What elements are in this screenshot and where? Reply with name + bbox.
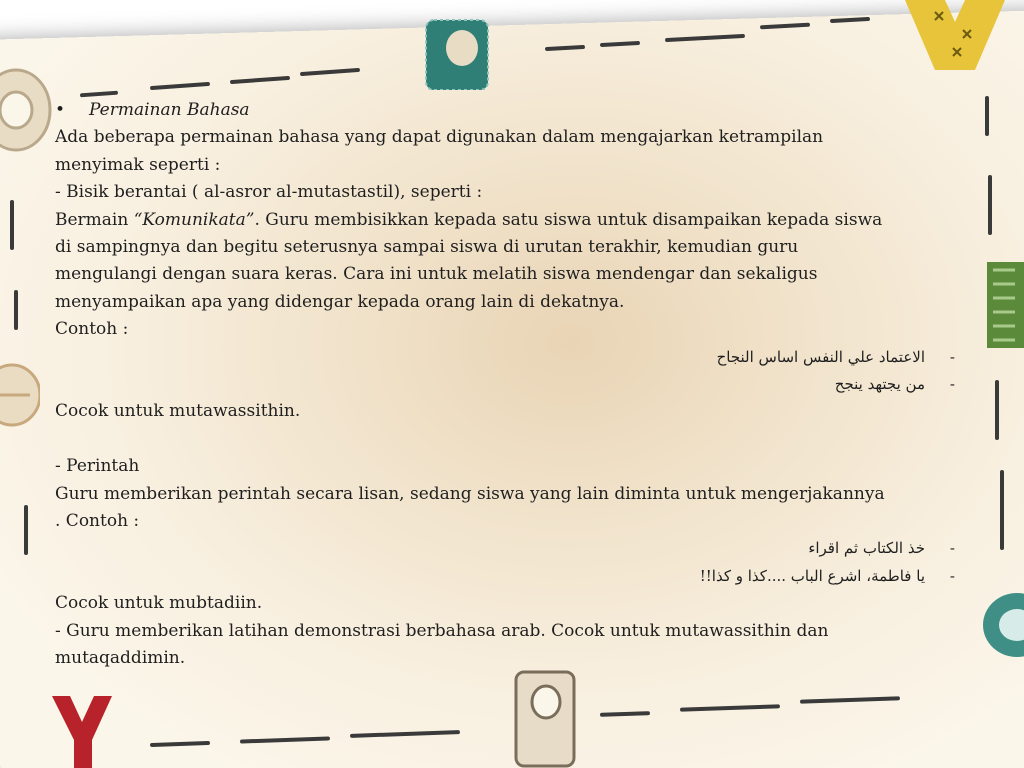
level-note: Cocok untuk mubtadiin.: [55, 593, 263, 614]
decor-dash: [985, 96, 989, 136]
arabic-text: خذ الكتاب ثم اقراء: [808, 539, 925, 558]
paragraph-line: menyimak seperti :: [55, 154, 221, 175]
paragraph-line: mutaqaddimin.: [55, 648, 186, 669]
arabic-example: [55, 344, 955, 371]
bullet-icon: •: [55, 100, 66, 120]
decor-dash: [24, 505, 28, 555]
contoh-label: Contoh :: [55, 319, 129, 340]
contoh-label: . Contoh :: [55, 511, 140, 532]
decor-dash: [1000, 470, 1004, 550]
text-run: . Guru membisikkan kepada satu siswa untuk disampaikan kepada siswa: [254, 209, 883, 230]
arabic-example: [55, 563, 955, 590]
paragraph-line: [55, 207, 955, 234]
arabic-text: الاعتماد علي النفس اساس النجاح: [716, 347, 925, 366]
red-y-decoration-icon: [48, 690, 118, 768]
subheading-bisik: - Bisik berantai ( al-asror al-mutastastil), seperti :: [55, 182, 483, 203]
paragraph-line: - Guru memberikan latihan demonstrasi berbahasa arab. Cocok untuk mutawassithin dan: [55, 620, 829, 641]
arabic-text: يا فاطمة، اشرع الباب ....كذا و كذا!!: [699, 566, 925, 585]
level-note: Cocok untuk mutawassithin.: [55, 401, 301, 422]
text-run: Bermain: [55, 209, 134, 230]
letter-p-bottom-decoration-icon: [510, 668, 580, 768]
arabic-text: من يجتهد ينجح: [834, 375, 925, 394]
dash-marker: -: [949, 566, 955, 585]
paragraph-line: Guru memberikan perintah secara lisan, sedang siswa yang lain diminta untuk mengerjakannya: [55, 483, 885, 504]
arabic-example: [55, 535, 955, 562]
paragraph-line: di sampingnya dan begitu seterusnya sampai siswa di urutan terakhir, kemudian guru: [55, 237, 799, 258]
paragraph-line: Ada beberapa permainan bahasa yang dapat digunakan dalam mengajarkan ketrampilan: [55, 127, 824, 148]
green-tile-decoration-icon: [985, 260, 1024, 350]
komunikata-term: “Komunikata”: [133, 209, 255, 230]
letter-e-decoration-icon: [0, 360, 40, 430]
teal-e-decoration-icon: [975, 590, 1024, 660]
slide-body: [55, 97, 955, 673]
arabic-example: [55, 371, 955, 398]
decor-dash: [10, 200, 14, 250]
paragraph-line: mengulangi dengan suara keras. Cara ini untuk melatih siswa mendengar dan sekaligus: [55, 264, 818, 285]
dash-marker: -: [949, 539, 955, 558]
dash-marker: -: [949, 375, 955, 394]
heading-line: [55, 97, 955, 124]
letter-p-decoration-icon: [420, 18, 500, 90]
paragraph-line: menyampaikan apa yang didengar kepada orang lain di dekatnya.: [55, 291, 625, 312]
decor-dash: [14, 290, 18, 330]
spacer: [55, 426, 955, 453]
subheading-perintah: - Perintah: [55, 456, 140, 477]
dash-marker: -: [949, 347, 955, 366]
slide-heading: Permainan Bahasa: [89, 100, 250, 120]
decor-dash: [988, 175, 992, 235]
letter-y-decoration-icon: [905, 0, 1005, 72]
decor-dash: [995, 380, 999, 440]
letter-a-decoration-icon: [0, 60, 60, 160]
